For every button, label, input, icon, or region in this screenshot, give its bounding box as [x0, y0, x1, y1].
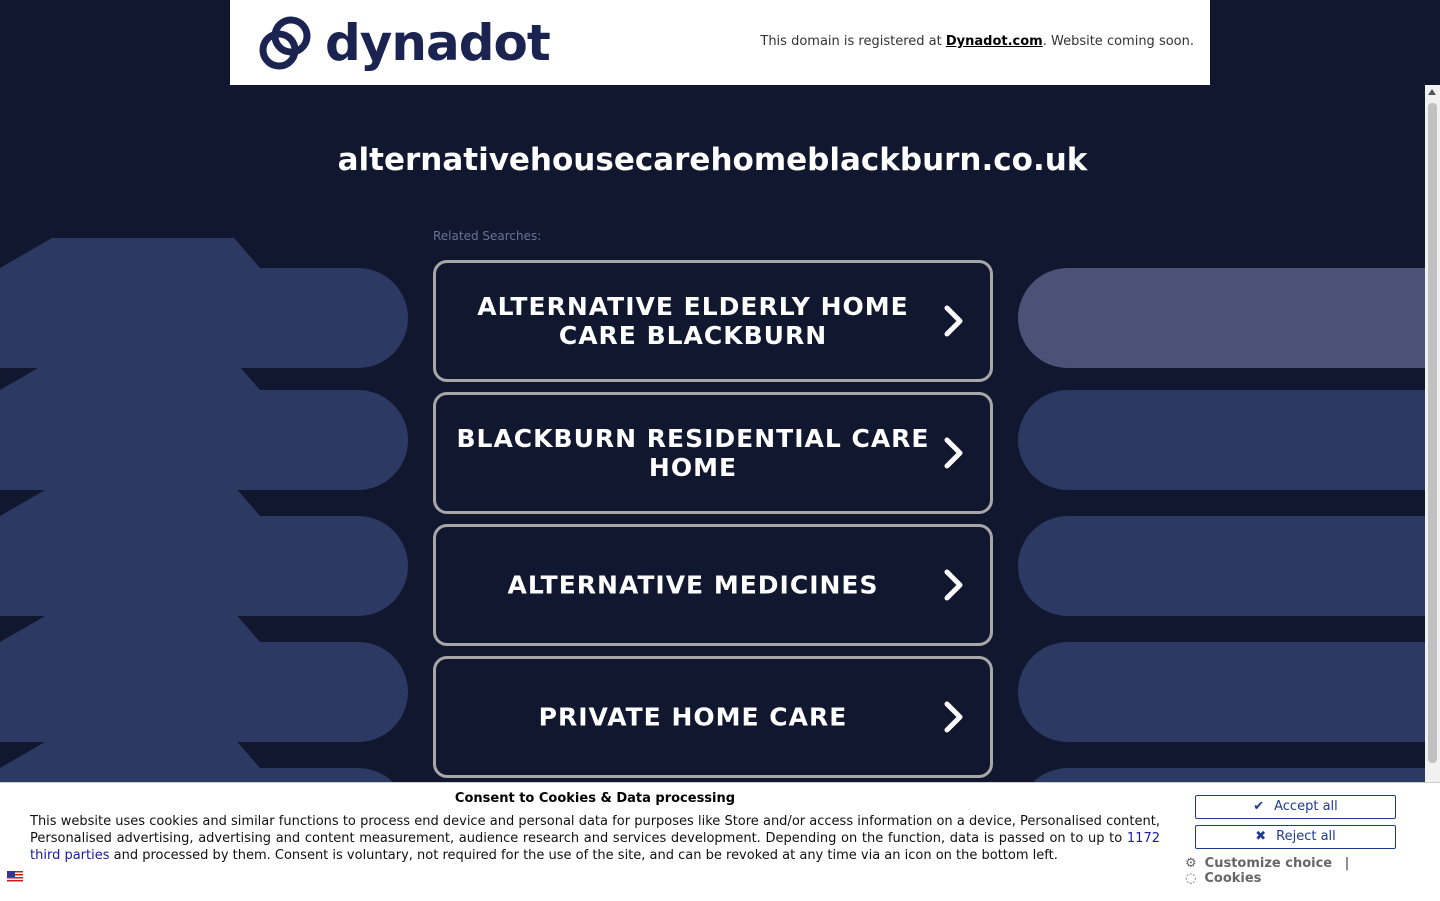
consent-links	[1181, 856, 1440, 886]
bg-shape	[1018, 516, 1426, 616]
bg-shape	[0, 642, 408, 742]
chevron-right-icon	[942, 700, 966, 734]
chevron-right-icon	[942, 568, 966, 602]
related-search-button[interactable]	[433, 260, 993, 382]
dynadot-link[interactable]: Dynadot.com	[945, 34, 1043, 49]
reject-all-button[interactable]	[1195, 825, 1396, 849]
header	[230, 0, 1210, 85]
registration-note	[760, 34, 1194, 49]
chevron-right-icon	[942, 304, 966, 338]
bg-shape	[1018, 642, 1426, 742]
chevron-right-icon	[942, 436, 966, 470]
related-search-label: BLACKBURN RESIDENTIAL CARE HOME	[456, 424, 930, 482]
page-scrollbar[interactable]	[1425, 85, 1440, 785]
accept-all-label: Accept all	[1274, 799, 1338, 814]
note-suffix: . Website coming soon.	[1042, 34, 1194, 49]
scrollbar-thumb[interactable]	[1428, 103, 1437, 763]
related-search-label: ALTERNATIVE MEDICINES	[507, 570, 879, 600]
cookie-icon: ◌	[1185, 871, 1197, 886]
note-prefix: This domain is registered at	[760, 34, 946, 49]
bg-shape	[1018, 390, 1426, 490]
related-search-button[interactable]	[433, 392, 993, 514]
language-flag-icon[interactable]	[7, 871, 23, 882]
related-search-button[interactable]	[433, 524, 993, 646]
consent-text	[30, 813, 1160, 864]
chain-link-icon	[255, 12, 315, 74]
consent-title: Consent to Cookies & Data processing	[454, 791, 736, 806]
cookies-link[interactable]: Cookies	[1204, 871, 1262, 886]
related-searches-label: Related Searches:	[433, 229, 542, 243]
third-parties-link[interactable]: 1172 third parties	[30, 831, 1160, 863]
domain-title: alternativehousecarehomeblackburn.co.uk	[337, 142, 1088, 178]
related-search-label: PRIVATE HOME CARE	[538, 702, 848, 732]
bg-shape	[0, 268, 408, 368]
bg-shape	[0, 390, 408, 490]
customize-choice-link[interactable]: Customize choice	[1204, 856, 1333, 871]
reject-all-label: Reject all	[1276, 829, 1336, 844]
related-search-label: ALTERNATIVE ELDERLY HOME CARE BLACKBURN	[477, 292, 909, 350]
related-search-button[interactable]	[433, 656, 993, 778]
scroll-up-icon[interactable]	[1428, 89, 1436, 95]
separator: |	[1344, 856, 1350, 871]
logo-text: dynadot	[325, 14, 550, 72]
bg-shape	[1018, 268, 1426, 368]
bg-shape	[0, 516, 408, 616]
dynadot-logo[interactable]	[255, 12, 550, 74]
check-icon: ✔	[1253, 799, 1265, 814]
consent-text-after: and processed by them. Consent is voluntary, not required for the use of the site, and can be revoked at any time via an icon on the bottom left.	[109, 848, 1058, 863]
consent-text-before: This website uses cookies and similar functions to process end device and personal data for purposes like Store and/or access information on a device, Personalised content, Personalised advertising, advertising and content measurement, audience research and services development. Depending on the function, data is passed on to up to	[30, 814, 1160, 846]
cookie-consent-banner	[0, 782, 1440, 901]
gear-icon: ⚙	[1185, 856, 1197, 871]
accept-all-button[interactable]	[1195, 795, 1396, 819]
close-icon: ✖	[1255, 829, 1267, 844]
